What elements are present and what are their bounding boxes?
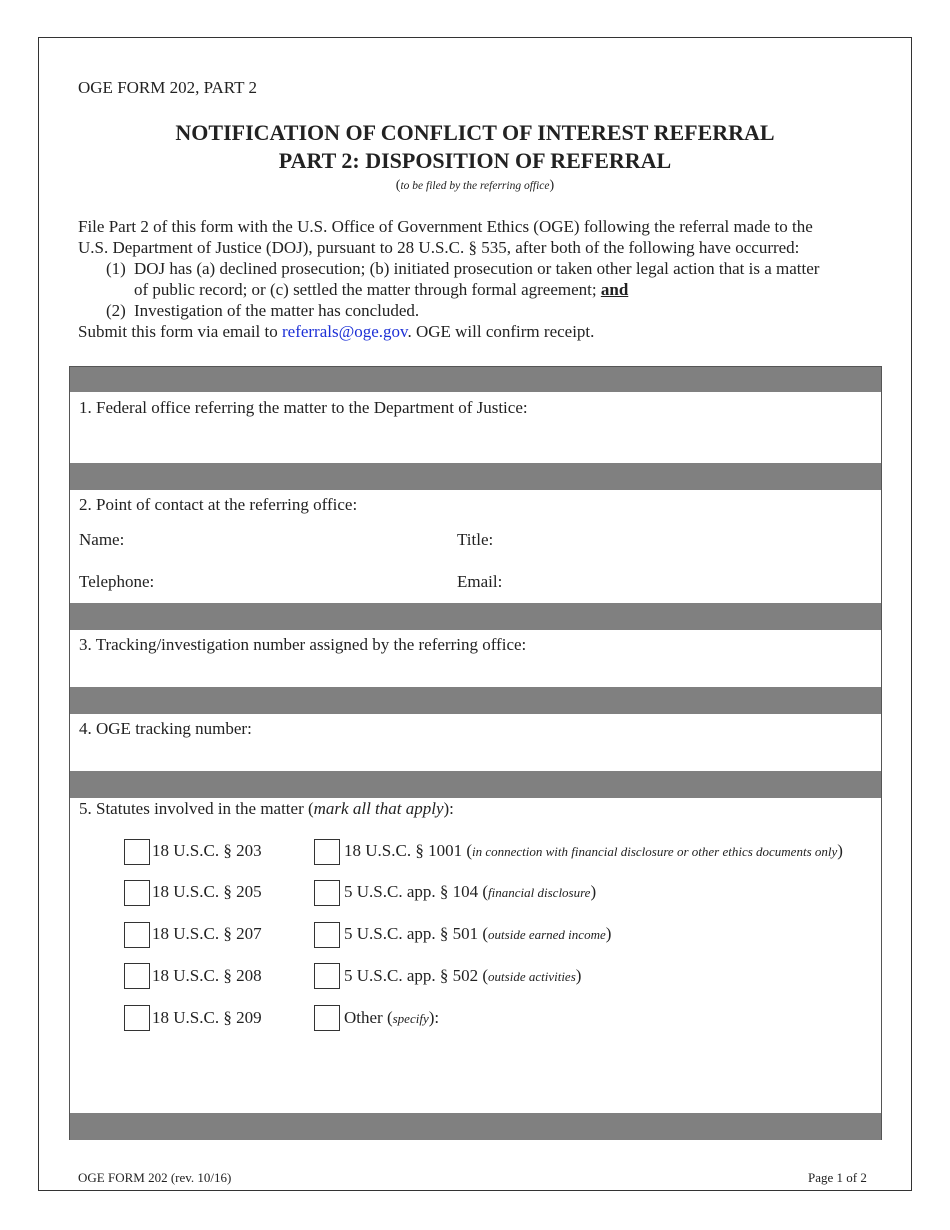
submit-instructions: Submit this form via email to referrals@oge.gov. OGE will confirm receipt. [78, 322, 595, 341]
checkbox-18usc-207[interactable] [124, 922, 150, 948]
checkbox-18usc-203[interactable] [124, 839, 150, 865]
referrals-email-link[interactable]: referrals@oge.gov [281, 322, 408, 341]
condition-1-line-1: DOJ has (a) declined prosecution; (b) initiated prosecution or taken other legal action that is a matter [134, 259, 820, 278]
checkbox-5usc-app-104[interactable] [314, 880, 340, 906]
name-field-label: Name: [79, 530, 125, 549]
form-id: OGE FORM 202, PART 2 [78, 78, 257, 97]
section-5-label: 5. Statutes involved in the matter (mark all that apply): [79, 799, 454, 818]
statute-label: 18 U.S.C. § 207 [152, 924, 262, 943]
email-field-label: Email: [457, 572, 503, 591]
checkbox-18usc-208[interactable] [124, 963, 150, 989]
statute-label: 18 U.S.C. § 209 [152, 1008, 262, 1027]
form-table [69, 366, 882, 1140]
section-divider [70, 687, 881, 714]
section-2-label: 2. Point of contact at the referring office: [79, 495, 358, 514]
instructions-line-1: File Part 2 of this form with the U.S. Office of Government Ethics (OGE) following the referral made to the [78, 217, 813, 236]
checkbox-18usc-1001[interactable] [314, 839, 340, 865]
section-divider [70, 603, 881, 630]
condition-1-number: (1) [106, 259, 126, 278]
filing-note: (to be filed by the referring office) [395, 178, 555, 193]
statute-label: 18 U.S.C. § 1001 (in connection with financial disclosure or other ethics documents only) [344, 841, 843, 860]
filing-note-text: to be filed by the referring office [400, 180, 550, 192]
condition-2-number: (2) [106, 301, 126, 320]
statute-label: 5 U.S.C. app. § 501 (outside earned income) [344, 924, 612, 943]
title-field-label: Title: [457, 530, 494, 549]
page-subtitle: PART 2: DISPOSITION OF REFERRAL [278, 148, 672, 173]
statute-label: 5 U.S.C. app. § 502 (outside activities) [344, 966, 582, 985]
page-title: NOTIFICATION OF CONFLICT OF INTEREST REFERRAL [175, 120, 775, 145]
condition-1-line-2: of public record; or (c) settled the matter through formal agreement; and [134, 280, 629, 299]
telephone-field-label: Telephone: [79, 572, 155, 591]
checkbox-other[interactable] [314, 1005, 340, 1031]
section-4-label: 4. OGE tracking number: [79, 719, 252, 738]
checkbox-18usc-209[interactable] [124, 1005, 150, 1031]
section-divider [70, 367, 881, 392]
checkbox-5usc-app-501[interactable] [314, 922, 340, 948]
statute-label: 18 U.S.C. § 205 [152, 882, 262, 901]
section-divider [70, 771, 881, 798]
statute-label: 18 U.S.C. § 208 [152, 966, 262, 985]
statute-label: Other (specify): [344, 1008, 440, 1027]
and-emphasis: and [600, 280, 629, 299]
footer-page-number: Page 1 of 2 [808, 1170, 867, 1185]
footer-form-revision: OGE FORM 202 (rev. 10/16) [78, 1170, 232, 1185]
statute-label: 5 U.S.C. app. § 104 (financial disclosure) [344, 882, 597, 901]
statute-label: 18 U.S.C. § 203 [152, 841, 262, 860]
condition-2-text: Investigation of the matter has concluded. [134, 301, 420, 320]
instructions-line-2: U.S. Department of Justice (DOJ), pursuant to 28 U.S.C. § 535, after both of the following have occurred: [78, 238, 800, 257]
section-divider [70, 1113, 881, 1140]
checkbox-18usc-205[interactable] [124, 880, 150, 906]
section-divider [70, 463, 881, 490]
section-3-label: 3. Tracking/investigation number assigned by the referring office: [79, 635, 527, 654]
section-1-label: 1. Federal office referring the matter to the Department of Justice: [79, 398, 528, 417]
checkbox-5usc-app-502[interactable] [314, 963, 340, 989]
